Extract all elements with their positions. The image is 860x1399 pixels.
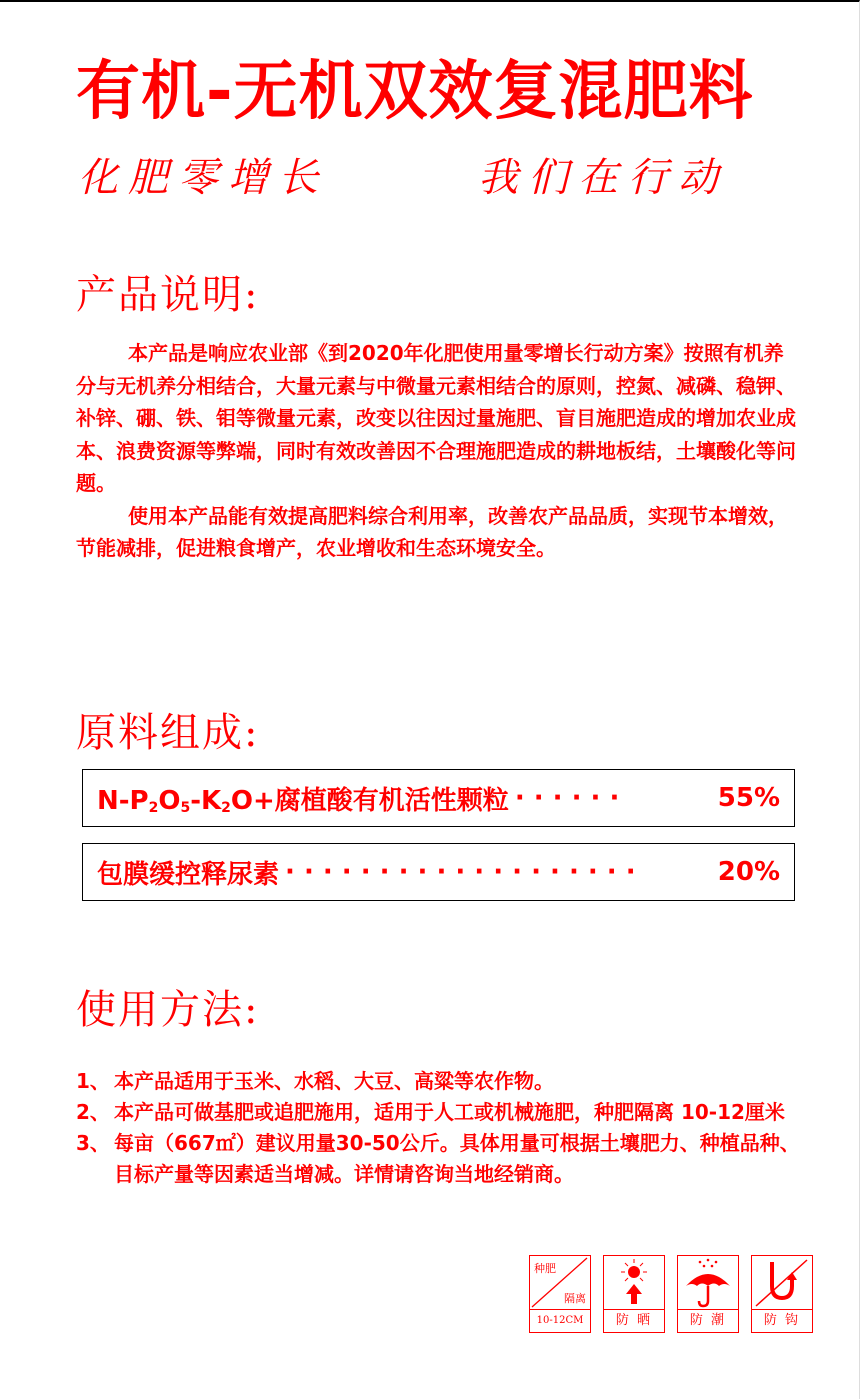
ingredient-percent-1: 55% <box>717 783 780 813</box>
no-hook-symbol <box>751 1255 813 1333</box>
product-description <box>76 337 796 565</box>
seed-fertilizer-separation-symbol <box>529 1255 591 1333</box>
ingredient-name-2: 包膜缓控释尿素 <box>97 859 280 890</box>
ingredient-name-1: $N-P_2O_5-K_2O+$腐植酸有机活性颗粒 <box>97 785 509 816</box>
ingredients-heading: 原料组成: <box>76 710 260 756</box>
icon-label-avoid-sun: 防 晒 <box>615 1313 653 1328</box>
usage-item-number: 3、 <box>76 1131 110 1155</box>
icon-label-avoid-moisture: 防 潮 <box>689 1313 727 1328</box>
description-paragraph-2: 使用本产品能有效提高肥料综合利用率，改善农产品品质，实现节本增效，节能减排，促进粮食增产，农业增收和生态环境安全。 <box>76 503 788 560</box>
usage-item <box>76 1066 816 1097</box>
icon-label-distance: 10-12CM <box>536 1315 584 1326</box>
slogan-right: 我们在行动 <box>478 155 728 201</box>
description-paragraph-1: 本产品是响应农业部《到2020年化肥使用量零增长行动方案》按照有机养分与无机养分相结合，大量元素与中微量元素相结合的原则，控氮、减磷、稳钾、补锌、硼、铁、钼等微量元素，改变以往因过量施肥、盲目施肥造成的增加农业成本、浪费资源等弊端，同时有效改善因不合理施肥造成的耕地板结，土壤酸化等问题。 <box>76 341 796 495</box>
usage-item-number: 1、 <box>76 1069 110 1093</box>
no-hook-icon <box>752 1256 812 1310</box>
ingredient-percent-2: 20% <box>717 857 780 887</box>
usage-heading: 使用方法: <box>76 987 260 1033</box>
seed-fertilizer-separation-icon <box>530 1256 590 1310</box>
icon-text-seed-fertilizer: 种肥 <box>534 1262 556 1275</box>
usage-item-text: 本产品适用于玉米、水稻、大豆、高粱等农作物。 <box>114 1069 554 1093</box>
description-heading: 产品说明: <box>76 272 260 318</box>
product-title: 有机-无机双效复混肥料 <box>76 55 754 129</box>
icon-text-separation: 隔离 <box>564 1292 586 1305</box>
ingredient-row-1 <box>82 769 795 827</box>
usage-item-number: 2、 <box>76 1100 110 1124</box>
avoid-sun-icon <box>604 1256 664 1310</box>
avoid-moisture-symbol <box>677 1255 739 1333</box>
ingredient-leader-dots-1: · · · · · · <box>514 783 620 813</box>
icon-label-no-hook: 防 钩 <box>763 1313 801 1328</box>
avoid-sun-symbol <box>603 1255 665 1333</box>
usage-item-text: 每亩（667㎡）建议用量30-50公斤。具体用量可根据土壤肥力、种植品种、目标产量等因素适当增减。详情请咨询当地经销商。 <box>114 1131 800 1186</box>
usage-item <box>76 1128 816 1190</box>
packaging-symbols <box>529 1255 813 1333</box>
slogan-left: 化肥零增长 <box>78 155 328 201</box>
ingredient-row-2 <box>82 843 795 901</box>
usage-item-text: 本产品可做基肥或追肥施用，适用于人工或机械施肥，种肥隔离 10-12厘米 <box>114 1100 785 1124</box>
usage-list <box>76 1066 816 1190</box>
avoid-moisture-icon <box>678 1256 738 1310</box>
ingredient-leader-dots-2: · · · · · · · · · · · · · · · · · · · <box>285 857 636 887</box>
usage-item <box>76 1097 816 1128</box>
